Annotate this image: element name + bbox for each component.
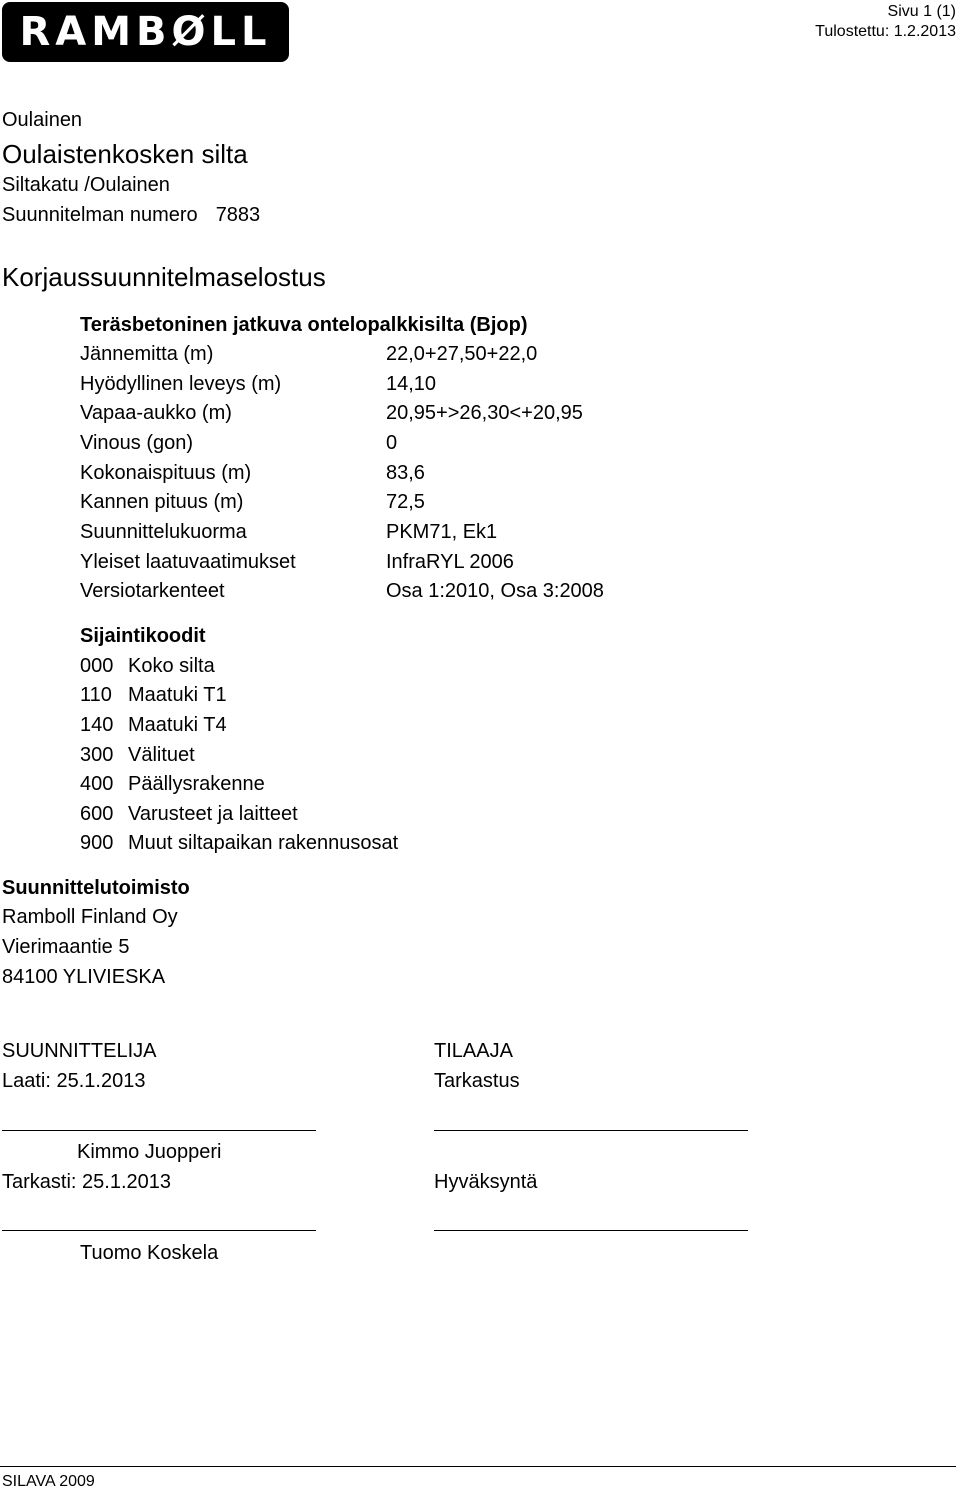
footer-text: SILAVA 2009 xyxy=(2,1473,95,1490)
location-code: 600 xyxy=(80,803,114,825)
prepared-by: Kimmo Juopperi xyxy=(77,1141,222,1163)
spec-value: 72,5 xyxy=(386,491,425,513)
page-number: Sivu 1 (1) xyxy=(887,3,956,20)
spec-value: 20,95+>26,30<+20,95 xyxy=(386,402,583,424)
spec-row xyxy=(80,432,398,455)
spec-value: InfraRYL 2006 xyxy=(386,551,514,573)
checked-by: Tuomo Koskela xyxy=(80,1242,219,1264)
designer-heading: SUUNNITTELIJA xyxy=(2,1040,157,1062)
location-name: Maatuki T1 xyxy=(128,684,227,706)
spec-label: Vapaa-aukko (m) xyxy=(80,402,232,424)
office-title: Suunnittelutoimisto xyxy=(2,877,190,899)
bridge-type: Teräsbetoninen jatkuva ontelopalkkisilta (Bjop) xyxy=(80,314,528,336)
spec-value: 14,10 xyxy=(386,373,437,395)
spec-row xyxy=(80,373,437,396)
location-name: Varusteet ja laitteet xyxy=(128,803,298,825)
location-code: 110 xyxy=(80,684,112,706)
client-heading: TILAAJA xyxy=(434,1040,513,1062)
list-item xyxy=(80,714,227,737)
list-item xyxy=(80,803,298,826)
location-code: 000 xyxy=(80,655,114,677)
location-code: 400 xyxy=(80,773,114,795)
footer-divider xyxy=(0,1466,956,1467)
office-company: Ramboll Finland Oy xyxy=(2,906,178,928)
print-date: Tulostettu: 1.2.2013 xyxy=(815,23,956,40)
spec-row xyxy=(80,580,604,603)
bridge-location: Siltakatu /Oulainen xyxy=(2,174,170,196)
plan-number: 7883 xyxy=(215,204,261,226)
list-item xyxy=(80,684,227,707)
location-code: 900 xyxy=(80,832,114,854)
spec-label: Vinous (gon) xyxy=(80,432,194,454)
location-name: Päällysrakenne xyxy=(128,773,265,795)
location-code: 140 xyxy=(80,714,114,736)
spec-row xyxy=(80,462,425,485)
signature-line-checked xyxy=(2,1230,316,1231)
location-name: Muut siltapaikan rakennusosat xyxy=(128,832,399,854)
spec-label: Hyödyllinen leveys (m) xyxy=(80,373,282,395)
review-label: Tarkastus xyxy=(434,1070,520,1092)
location-name: Maatuki T4 xyxy=(128,714,227,736)
location-codes-title: Sijaintikoodit xyxy=(80,625,206,647)
spec-value: 83,6 xyxy=(386,462,425,484)
spec-row xyxy=(80,521,498,544)
spec-label: Yleiset laatuvaatimukset xyxy=(80,551,296,573)
list-item xyxy=(80,832,398,855)
signature-line-approval xyxy=(434,1230,748,1231)
signature-line-prepared xyxy=(2,1130,316,1131)
spec-row xyxy=(80,343,538,366)
signature-line-review xyxy=(434,1130,748,1131)
plan-number-label: Suunnitelman numero xyxy=(2,204,198,226)
spec-value: 22,0+27,50+22,0 xyxy=(386,343,538,365)
spec-row xyxy=(80,402,583,425)
plan-number-line xyxy=(2,204,260,227)
checked-date: Tarkasti: 25.1.2013 xyxy=(2,1171,171,1193)
spec-label: Kokonaispituus (m) xyxy=(80,462,252,484)
city: Oulainen xyxy=(2,109,83,131)
spec-label: Suunnittelukuorma xyxy=(80,521,247,543)
spec-label: Versiotarkenteet xyxy=(80,580,225,602)
office-postal: 84100 YLIVIESKA xyxy=(2,966,166,988)
list-item xyxy=(80,773,265,796)
location-name: Koko silta xyxy=(128,655,215,677)
prepared-date: Laati: 25.1.2013 xyxy=(2,1070,146,1092)
document-title: Korjaussuunnitelmaselostus xyxy=(2,262,326,292)
spec-row xyxy=(80,491,425,514)
list-item xyxy=(80,744,195,767)
spec-value: Osa 1:2010, Osa 3:2008 xyxy=(386,580,604,602)
bridge-name: Oulaistenkosken silta xyxy=(2,139,248,169)
location-name: Välituet xyxy=(128,744,195,766)
spec-value: PKM71, Ek1 xyxy=(386,521,498,543)
office-street: Vierimaantie 5 xyxy=(2,936,130,958)
approval-label: Hyväksyntä xyxy=(434,1171,538,1193)
ramboll-logo: RAMBØLL xyxy=(2,2,289,62)
list-item xyxy=(80,655,215,678)
spec-label: Kannen pituus (m) xyxy=(80,491,244,513)
location-code: 300 xyxy=(80,744,114,766)
spec-value: 0 xyxy=(386,432,398,454)
spec-row xyxy=(80,551,514,574)
spec-label: Jännemitta (m) xyxy=(80,343,214,365)
